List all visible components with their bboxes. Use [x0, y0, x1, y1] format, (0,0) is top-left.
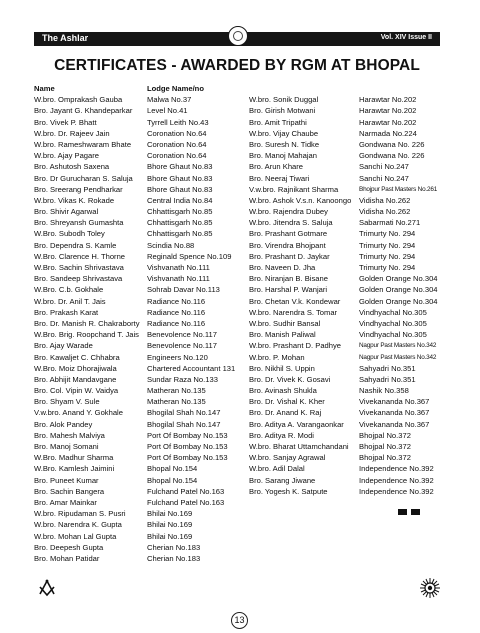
lodge-name: Chhattisgarh No.85	[147, 207, 213, 217]
member-name: W.Bro. Kamlesh Jaimini	[34, 464, 115, 474]
lodge-name: Sohrab Davar No.113	[147, 285, 220, 295]
member-name: Bro. Mahesh Malviya	[34, 430, 105, 440]
lodge-name: Chhattisgarh No.85	[147, 218, 213, 228]
member-name: Bro. Kawaljet C. Chhabra	[34, 352, 120, 362]
member-name: Bro. Suresh N. Tidke	[249, 139, 320, 149]
left-names-column	[34, 83, 146, 563]
lodge-name: Port Of Bombay No.153	[147, 430, 228, 440]
member-name: Bro. Dr Gurucharan S. Saluja	[34, 173, 133, 183]
member-name: W.bro. Ashok V.s.n. Kanoongo	[249, 195, 352, 205]
member-name: Bro. Dr. Vishal K. Kher	[249, 397, 325, 407]
lodge-name: Bhogilal Shah No.147	[147, 419, 221, 429]
lodge-name: Narmada No.224	[359, 128, 417, 138]
member-name: Bro. Alok Pandey	[34, 419, 93, 429]
member-name: W.bro. Sonik Duggal	[249, 95, 319, 105]
member-name: W.bro. Omprakash Gauba	[34, 95, 123, 105]
member-name: V.w.bro. Rajnikant Sharma	[249, 184, 339, 194]
right-lodges-column	[359, 83, 444, 496]
lodge-name: Bhojpal No.372	[359, 453, 411, 463]
lodge-name: Vishvanath No.111	[147, 274, 210, 284]
member-name: W.bro. Ripudaman S. Pusri	[34, 509, 126, 519]
lodge-name: Gondwana No. 226	[359, 139, 425, 149]
member-name: W.Bro. Sachin Shrivastava	[34, 263, 124, 272]
lodge-name: Trimurty No. 294	[359, 229, 416, 239]
member-name: Bro. Sreerang Pendharkar	[34, 184, 123, 194]
lodge-name: Sanchi No.247	[359, 173, 409, 183]
lodge-name: Independence No.392	[359, 486, 434, 496]
member-name: Bro. Nikhil S. Uppin	[249, 363, 315, 373]
member-name: Bro. Chetan V.k. Kondewar	[249, 296, 341, 306]
member-name: Bro. Shreyansh Gumashta	[34, 218, 124, 228]
member-name: Bro. Col. Vipin W. Vaidya	[34, 386, 119, 396]
lodge-name: Matheran No.135	[147, 397, 206, 407]
lodge-name: Vidisha No.262	[359, 207, 411, 217]
lodge-name: Golden Orange No.304	[359, 285, 438, 295]
issue-label: Vol. XIV Issue II	[380, 34, 432, 41]
member-name: Bro. Prakash Karat	[34, 307, 99, 317]
member-name: W.bro. Adil Dalal	[249, 464, 305, 474]
member-name: W.bro. Rajendra Dubey	[249, 207, 328, 217]
page-number: 13	[231, 612, 248, 629]
member-name: Bro. Yogesh K. Satpute	[249, 486, 328, 496]
header-bar	[34, 32, 440, 46]
lodge-name: Radiance No.116	[147, 296, 206, 306]
member-name: Bro. Amar Mainkar	[34, 497, 97, 507]
lodge-name: Reginald Spence No.109	[147, 251, 232, 261]
lodge-name: Coronation No.64	[147, 139, 207, 149]
lodge-name: Sanchi No.247	[359, 162, 409, 172]
member-name: Bro. Jayant G. Khandeparkar	[34, 106, 133, 116]
lodge-name: Trimurty No. 294	[359, 251, 416, 261]
member-name: Bro. Vivek P. Bhatt	[34, 117, 97, 127]
lodge-name: Trimurty No. 294	[359, 263, 416, 272]
member-name: W.bro. Dr. Anil T. Jais	[34, 296, 106, 306]
lodge-name: Cherian No.183	[147, 542, 201, 552]
member-name: Bro. Amit Tripathi	[249, 117, 307, 127]
lodge-name: Engineers No.120	[147, 352, 208, 362]
member-name: W.bro. Narendra S. Tomar	[249, 307, 338, 317]
lodge-name: Vindhyachal No.305	[359, 330, 427, 340]
member-name: Bro. Harshal P. Wanjari	[249, 285, 328, 295]
member-name: W.Bro. Brig. Roopchand T. Jais	[34, 330, 139, 340]
lodge-name: Bhilai No.169	[147, 509, 193, 519]
page-title: CERTIFICATES - AWARDED BY RGM AT BHOPAL	[54, 57, 420, 74]
lodge-name: Sabarmati No.271	[359, 218, 421, 228]
member-name: Bro. Dr. Vivek K. Gosavi	[249, 374, 331, 384]
lodge-name: Malwa No.37	[147, 95, 192, 105]
member-name: Bro. Puneet Kumar	[34, 475, 99, 485]
lodge-name: Level No.41	[147, 106, 188, 116]
member-name: Bro. Prashant D. Jaykar	[249, 251, 330, 261]
member-name: W.bro. Ajay Pagare	[34, 151, 100, 161]
lodge-header: Lodge Name/no	[147, 84, 204, 93]
lodge-name: Bhore Ghaut No.83	[147, 173, 213, 183]
lodge-name: Benevolence No.117	[147, 330, 217, 340]
lodge-name: Central India No.84	[147, 195, 213, 205]
member-name: V.w.bro. Anand Y. Gokhale	[34, 408, 123, 418]
lodge-name: Matheran No.135	[147, 386, 206, 396]
lodge-name: Golden Orange No.304	[359, 274, 438, 284]
sun-emblem-icon	[420, 578, 440, 598]
lodge-name: Scindia No.88	[147, 240, 195, 250]
lodge-name: Golden Orange No.304	[359, 296, 438, 306]
member-name: W.bro. Dr. Rajeev Jain	[34, 128, 110, 138]
member-name: W.bro. Bharat Uttamchandani	[249, 442, 349, 451]
lodge-name: Bhogilal Shah No.147	[147, 408, 221, 418]
member-name: Bro. Shivir Agarwal	[34, 207, 99, 217]
lodge-name: Vidisha No.262	[359, 195, 411, 205]
lodge-name: Independence No.392	[359, 475, 434, 485]
member-name: Bro. Prashant Gotmare	[249, 229, 328, 239]
name-header: Name	[34, 84, 55, 93]
lodge-name: Vishvanath No.111	[147, 263, 210, 272]
member-name: Bro. Manoj Mahajan	[249, 151, 317, 161]
lodge-name: Sundar Raza No.133	[147, 374, 218, 384]
left-lodges-column	[147, 83, 250, 563]
lodge-name: Vivekananda No.367	[359, 397, 430, 407]
lodge-name: Radiance No.116	[147, 318, 206, 328]
lodge-name: Chhattisgarh No.85	[147, 229, 213, 239]
member-name: W.Bro. C.b. Gokhale	[34, 285, 104, 295]
lodge-name: Bhojpal No.372	[359, 442, 411, 451]
lodge-name: Vivekananda No.367	[359, 419, 430, 429]
square-and-compasses-icon	[37, 578, 57, 598]
member-name: Bro. Dependra S. Kamle	[34, 240, 117, 250]
lodge-name: Sahyadri No.351	[359, 374, 416, 384]
member-name: Bro. Ashutosh Saxena	[34, 162, 110, 172]
lodge-name: Radiance No.116	[147, 307, 206, 317]
lodge-name: Fulchand Patel No.163	[147, 497, 225, 507]
lodge-name: Cherian No.183	[147, 553, 201, 563]
right-names-column	[249, 83, 359, 496]
member-name: W.bro. Sudhir Bansal	[249, 318, 321, 328]
member-name: W.Bro. Subodh Toley	[34, 229, 105, 239]
member-name: W.bro. Narendra K. Gupta	[34, 520, 122, 530]
member-name: Bro. Mohan Patidar	[34, 553, 100, 563]
lodge-name: Bhore Ghaut No.83	[147, 162, 213, 172]
member-name: Bro. Aditya R. Modi	[249, 430, 314, 440]
member-name: Bro. Manish Paliwal	[249, 330, 316, 340]
lodge-name: Gondwana No. 226	[359, 151, 425, 161]
lodge-name: Vivekananda No.367	[359, 408, 430, 418]
member-name: W.bro. Rameshwaram Bhate	[34, 139, 132, 149]
lodge-name: Bhilai No.169	[147, 531, 193, 541]
lodge-seal-icon	[228, 26, 248, 46]
journal-name: The Ashlar	[42, 33, 89, 43]
lodge-name: Nagpur Past Masters No.342	[359, 353, 437, 361]
member-name: W.bro. Sanjay Agrawal	[249, 453, 326, 463]
lodge-name: Tyrrell Leith No.43	[147, 117, 209, 127]
member-name: W.Bro. Clarence H. Thorne	[34, 251, 126, 261]
member-name: W.bro. Jitendra S. Saluja	[249, 218, 333, 228]
lodge-name: Fulchand Patel No.163	[147, 486, 225, 496]
lodge-name: Independence No.392	[359, 464, 434, 474]
member-name: Bro. Shyam V. Sule	[34, 397, 100, 407]
member-name: Bro. Abhijit Mandavgane	[34, 374, 117, 384]
lodge-name: Nagpur Past Masters No.342	[359, 342, 437, 350]
member-name: Bro. Deepesh Gupta	[34, 542, 104, 552]
lodge-name: Vindhyachal No.305	[359, 307, 427, 317]
lodge-name: Bhilai No.169	[147, 520, 193, 530]
lodge-name: Vindhyachal No.305	[359, 318, 427, 328]
lodge-name: Bhojpur Past Masters No.261	[359, 185, 438, 193]
lodge-name: Benevolence No.117	[147, 341, 217, 351]
member-name: Bro. Dr. Anand K. Raj	[249, 408, 322, 418]
lodge-name: Nashik No.358	[359, 386, 409, 396]
member-name: Bro. Manoj Somani	[34, 442, 99, 451]
member-name: Bro. Sandeep Shrivastava	[34, 274, 123, 284]
member-name: Bro. Girish Motwani	[249, 106, 316, 116]
member-name: W.bro. P. Mohan	[249, 352, 305, 362]
square-marker	[398, 509, 407, 515]
member-name: Bro. Ajay Warade	[34, 341, 93, 351]
lodge-name: Harawtar No.202	[359, 117, 417, 127]
member-name: Bro. Neeraj Tiwari	[249, 173, 310, 183]
lodge-name: Coronation No.64	[147, 128, 207, 138]
member-name: W.bro. Mohan Lal Gupta	[34, 531, 117, 541]
member-name: Bro. Niranjan B. Bisane	[249, 274, 328, 284]
lodge-name: Chartered Accountant 131	[147, 363, 236, 373]
member-name: W.bro. Prashant D. Padhye	[249, 341, 342, 351]
lodge-name: Bhojpal No.372	[359, 430, 411, 440]
member-name: Bro. Aditya A. Varangaonkar	[249, 419, 344, 429]
member-name: W.bro. Vijay Chaube	[249, 128, 319, 138]
lodge-name: Port Of Bombay No.153	[147, 442, 228, 451]
member-name: Bro. Sarang Jiwane	[249, 475, 316, 485]
lodge-name: Harawtar No.202	[359, 95, 417, 105]
square-marker	[411, 509, 420, 515]
lodge-name: Coronation No.64	[147, 151, 207, 161]
lodge-name: Trimurty No. 294	[359, 240, 416, 250]
lodge-name: Bhopal No.154	[147, 475, 198, 485]
member-name: Bro. Virendra Bhojpant	[249, 240, 326, 250]
lodge-name: Harawtar No.202	[359, 106, 417, 116]
member-name: Bro. Sachin Bangera	[34, 486, 105, 496]
member-name: W.Bro. Madhur Sharma	[34, 453, 114, 463]
lodge-name: Sahyadri No.351	[359, 363, 416, 373]
member-name: W.bro. Vikas K. Rokade	[34, 195, 115, 205]
lodge-name: Port Of Bombay No.153	[147, 453, 228, 463]
lodge-name: Bhopal No.154	[147, 464, 198, 474]
member-name: Bro. Avinash Shukla	[249, 386, 317, 396]
member-name: Bro. Arun Khare	[249, 162, 304, 172]
member-name: Bro. Dr. Manish R. Chakraborty	[34, 318, 140, 328]
member-name: Bro. Naveen D. Jha	[249, 263, 316, 272]
member-name: W.Bro. Moiz Dhorajiwala	[34, 363, 117, 373]
lodge-name: Bhore Ghaut No.83	[147, 184, 213, 194]
